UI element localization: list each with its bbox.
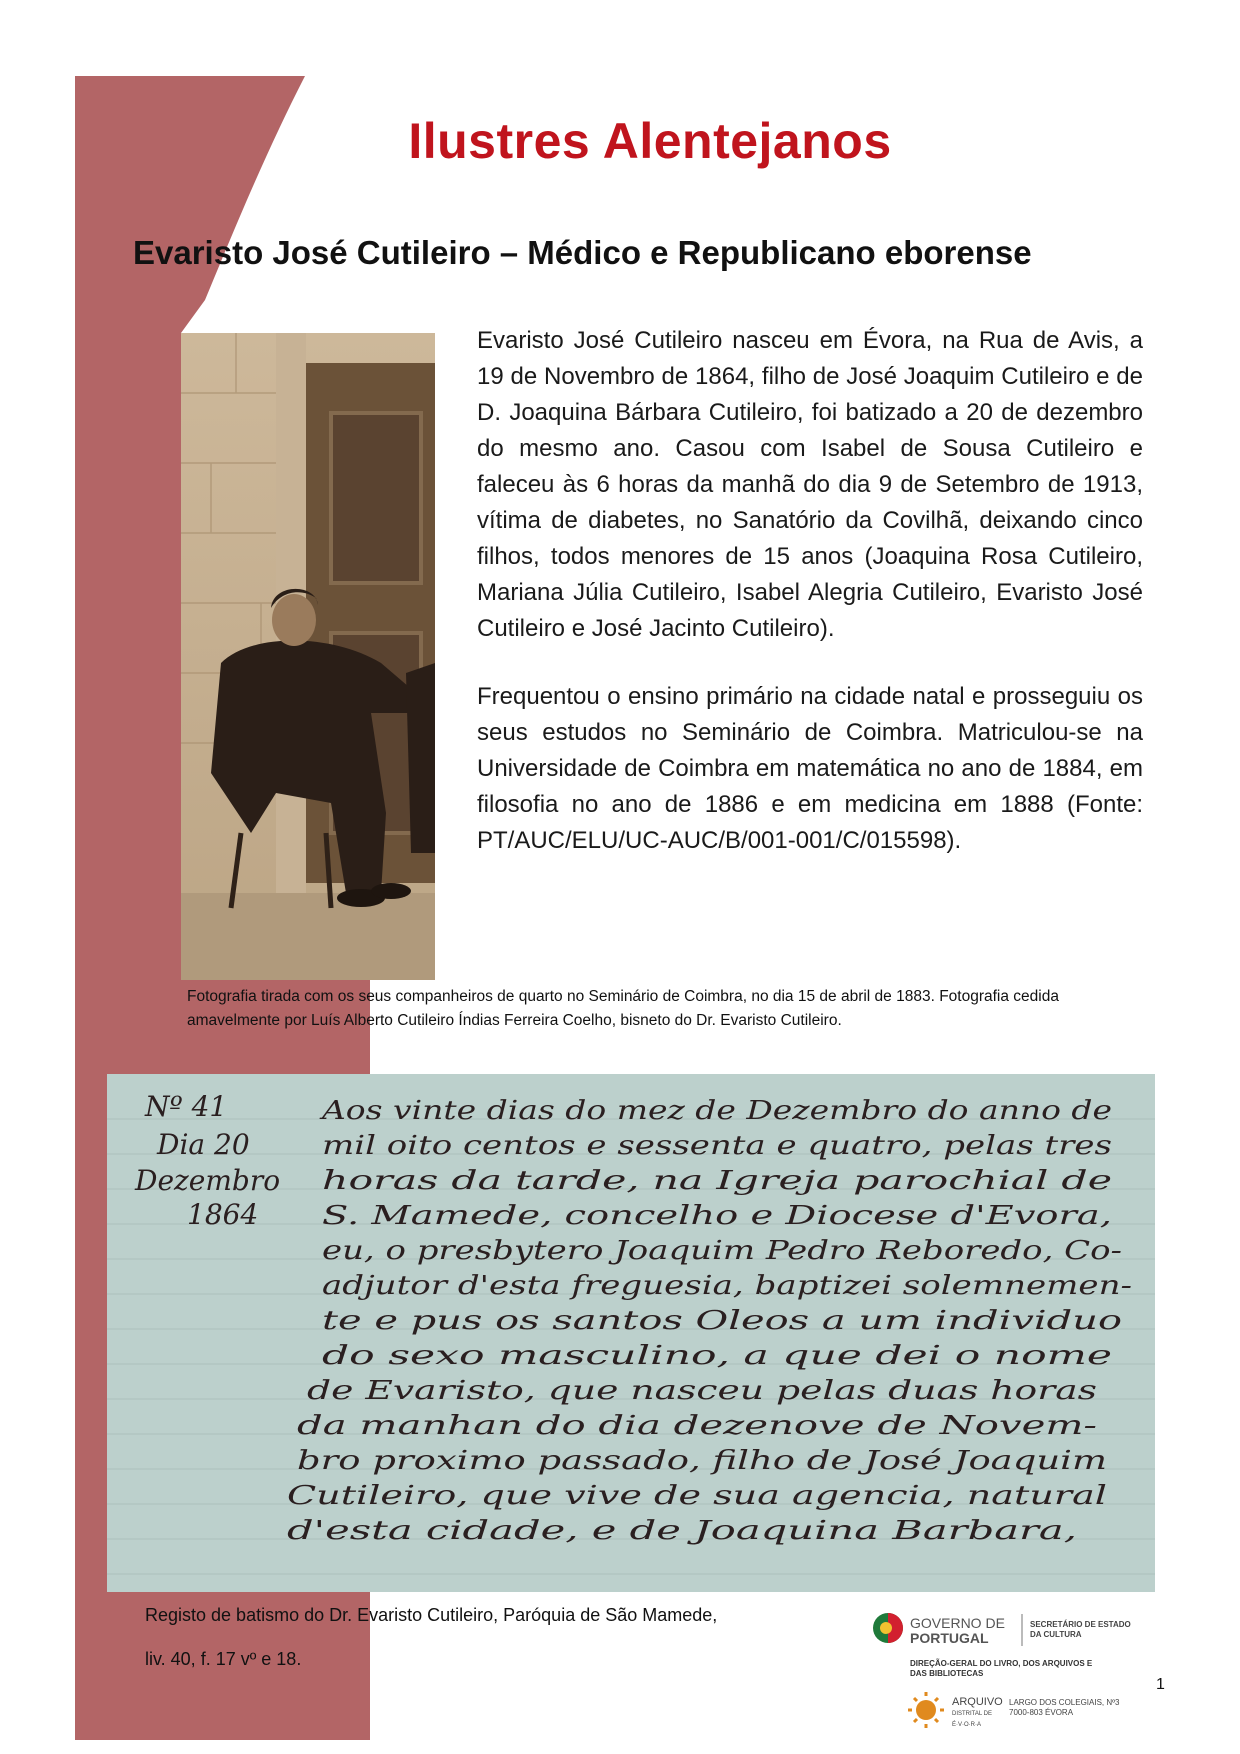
register-body-line: de Evaristo, que nasceu pelas duas horas xyxy=(307,1376,1097,1406)
register-body-line: mil oito centos e sessenta e quatro, pelas tres xyxy=(322,1131,1112,1161)
register-caption-line: liv. 40, f. 17 vº e 18. xyxy=(145,1649,302,1669)
register-body-line: te e pus os santos Oleos a um individuo xyxy=(322,1306,1122,1336)
register-body-line: horas da tarde, na Igreja parochial de xyxy=(322,1166,1112,1196)
arquivo-logo-sub: DISTRITAL DE xyxy=(952,1711,993,1717)
page-number: 1 xyxy=(1156,1676,1165,1693)
register-body-line: adjutor d'esta freguesia, baptizei solemnemen- xyxy=(322,1271,1132,1301)
gov-logo-line: PORTUGAL xyxy=(910,1630,989,1646)
register-body-line: bro proximo passado, filho de José Joaquim xyxy=(297,1446,1107,1476)
register-margin-line: Nº 41 xyxy=(145,1090,228,1123)
arquivo-sun-icon xyxy=(908,1692,944,1728)
register-margin-line: Dezembro xyxy=(135,1164,281,1197)
institution-logos xyxy=(872,1612,1140,1732)
secretary-logo-line: SECRETÁRIO DE ESTADO xyxy=(1030,1620,1131,1629)
register-body-line: eu, o presbytero Joaquim Pedro Reboredo, Co- xyxy=(322,1236,1122,1266)
arquivo-address-line: 7000-803 ÉVORA xyxy=(1009,1708,1074,1717)
register-body-line: d'esta cidade, e de Joaquina Barbara, xyxy=(287,1516,1077,1546)
register-body-line: S. Mamede, concelho e Diocese d'Evora, xyxy=(322,1201,1112,1231)
article-subtitle: Evaristo José Cutileiro – Médico e Republicano eborense xyxy=(133,234,1032,271)
arquivo-logo-city: É·V·O·R·A xyxy=(952,1722,981,1728)
register-body-line: Aos vinte dias do mez de Dezembro do anno de xyxy=(319,1096,1112,1126)
page-title: Ilustres Alentejanos xyxy=(408,113,892,169)
baptism-register-image xyxy=(107,1074,1155,1592)
arquivo-logo-name: ARQUIVO xyxy=(952,1696,1003,1708)
arquivo-address-line: LARGO DOS COLEGIAIS, Nº3 xyxy=(1009,1698,1120,1707)
register-body-line: do sexo masculino, a que dei o nome xyxy=(322,1341,1112,1371)
register-body-line: da manhan do dia dezenove de Novem- xyxy=(297,1411,1097,1441)
register-body-line: Cutileiro, que vive de sua agencia, natural xyxy=(287,1481,1107,1511)
register-caption xyxy=(145,1600,845,1688)
dglab-logo-line: DIREÇÃO-GERAL DO LIVRO, DOS ARQUIVOS E xyxy=(910,1659,1093,1668)
secretary-logo-line: DA CULTURA xyxy=(1030,1630,1082,1639)
register-caption-line: Registo de batismo do Dr. Evaristo Cutileiro, Paróquia de São Mamede, xyxy=(145,1605,718,1625)
biography-text xyxy=(477,323,1143,891)
dglab-logo-line: DAS BIBLIOTECAS xyxy=(910,1669,984,1678)
register-margin-line: 1864 xyxy=(187,1198,259,1231)
portrait-photo xyxy=(181,333,435,980)
photo-caption: Fotografia tirada com os seus companheiros de quarto no Seminário de Coimbra, no dia 15 de abril de 1883. Fotografia cedida amavelmente por Luís Alberto Cutileiro Índias Ferreira Coelho, bisneto do Dr. Evaristo Cutileiro. xyxy=(187,988,1059,1029)
gov-logo-line: GOVERNO DE xyxy=(910,1615,1005,1631)
portugal-flag-icon xyxy=(873,1613,903,1643)
biography-paragraph: Frequentou o ensino primário na cidade natal e prosseguiu os seus estudos no Seminário de Coimbra. Matriculou-se na Universidade de Coimbra em matemática no ano de 1884, em filosofia no ano de 1886 e em medicina em 1888 (Fonte: PT/AUC/ELU/UC-AUC/B/001-001/C/015598). xyxy=(477,683,1143,854)
register-margin-line: Dia 20 xyxy=(157,1128,250,1161)
biography-paragraph: Evaristo José Cutileiro nasceu em Évora, na Rua de Avis, a 19 de Novembro de 1864, filho de José Joaquim Cutileiro e de D. Joaquina Bárbara Cutileiro, foi batizado a 20 de dezembro do mesmo ano. Casou com Isabel de Sousa Cutileiro e faleceu às 6 horas da manhã do dia 9 de Setembro de 1913, vítima de diabetes, no Sanatório da Covilhã, deixando cinco filhos, todos menores de 15 anos (Joaquina Rosa Cutileiro, Mariana Júlia Cutileiro, Isabel Alegria Cutileiro, Evaristo José Cutileiro e José Jacinto Cutileiro). xyxy=(477,327,1143,642)
